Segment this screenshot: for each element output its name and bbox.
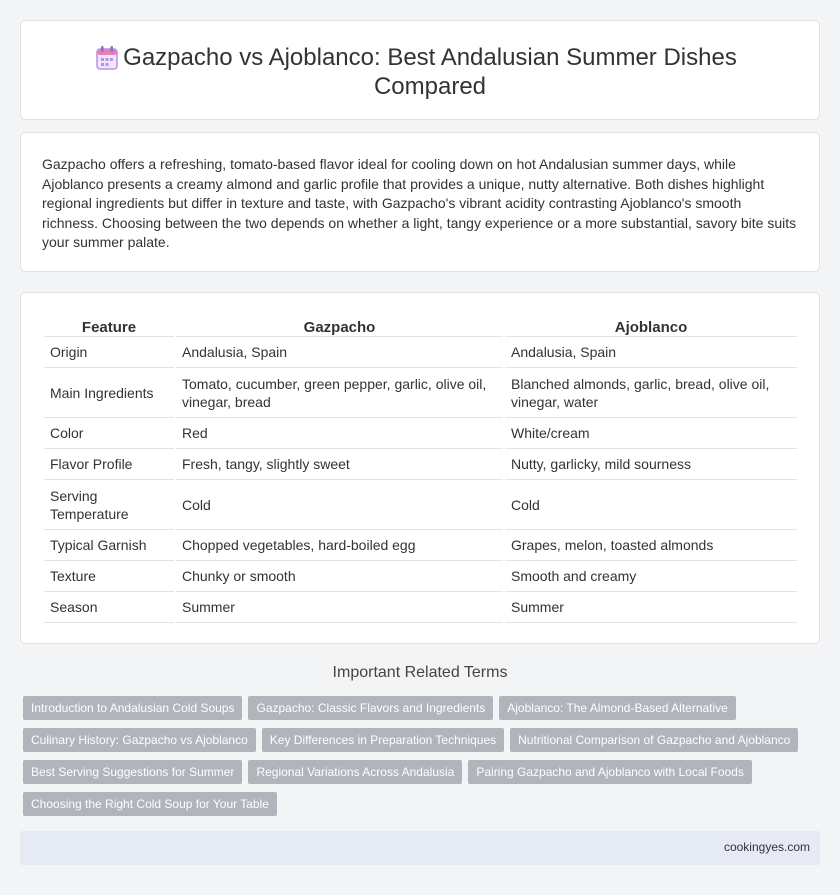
gazpacho-cell: Red <box>176 418 503 449</box>
ajoblanco-cell: Grapes, melon, toasted almonds <box>505 530 797 561</box>
ajoblanco-cell: Summer <box>505 592 797 623</box>
header-gazpacho: Gazpacho <box>176 315 503 337</box>
feature-cell: Flavor Profile <box>44 449 174 480</box>
comparison-table-card <box>20 292 820 644</box>
table-row <box>44 418 797 449</box>
intro-text: Gazpacho offers a refreshing, tomato-based flavor ideal for cooling down on hot Andalusian summer days, while Ajoblanco presents a creamy almond and garlic profile that provides a unique, nutty alternative. Both dishes highlight regional ingredients but differ in texture and taste, with Gazpacho's vibrant acidity contrasting Ajoblanco's smooth richness. Choosing between the two depends on whether a light, tangy experience or a more substantial, savory bite suits your summer palate. <box>42 156 797 250</box>
related-term-tag[interactable]: Nutritional Comparison of Gazpacho and Ajoblanco <box>510 728 798 752</box>
feature-cell: Origin <box>44 337 174 368</box>
related-term-tag[interactable]: Best Serving Suggestions for Summer <box>23 760 242 784</box>
related-terms-title: Important Related Terms <box>332 664 508 681</box>
gazpacho-cell: Andalusia, Spain <box>176 337 503 368</box>
comparison-table <box>42 315 799 623</box>
feature-cell: Color <box>44 418 174 449</box>
header-ajoblanco: Ajoblanco <box>505 315 797 337</box>
gazpacho-cell: Fresh, tangy, slightly sweet <box>176 449 503 480</box>
table-row <box>44 480 797 530</box>
gazpacho-cell: Chopped vegetables, hard-boiled egg <box>176 530 503 561</box>
ajoblanco-cell: Smooth and creamy <box>505 561 797 592</box>
table-row <box>44 449 797 480</box>
gazpacho-cell: Summer <box>176 592 503 623</box>
ajoblanco-cell: Andalusia, Spain <box>505 337 797 368</box>
header-card <box>20 20 820 120</box>
footer <box>20 831 820 865</box>
intro-card <box>20 132 820 272</box>
page-title: Gazpacho vs Ajoblanco: Best Andalusian Summer Dishes Compared <box>123 44 737 100</box>
gazpacho-cell: Chunky or smooth <box>176 561 503 592</box>
related-term-tag[interactable]: Culinary History: Gazpacho vs Ajoblanco <box>23 728 256 752</box>
feature-cell: Serving Temperature <box>44 480 174 530</box>
related-term-tag[interactable]: Ajoblanco: The Almond-Based Alternative <box>499 696 736 720</box>
table-row <box>44 592 797 623</box>
ajoblanco-cell: Blanched almonds, garlic, bread, olive oil, vinegar, water <box>505 368 797 418</box>
gazpacho-cell: Cold <box>176 480 503 530</box>
related-terms-list <box>23 696 813 816</box>
feature-cell: Main Ingredients <box>44 368 174 418</box>
related-term-tag[interactable]: Key Differences in Preparation Techniques <box>262 728 504 752</box>
ajoblanco-cell: Nutty, garlicky, mild sourness <box>505 449 797 480</box>
related-term-tag[interactable]: Regional Variations Across Andalusia <box>248 760 462 784</box>
table-row <box>44 337 797 368</box>
feature-cell: Season <box>44 592 174 623</box>
ajoblanco-cell: White/cream <box>505 418 797 449</box>
related-term-tag[interactable]: Introduction to Andalusian Cold Soups <box>23 696 242 720</box>
table-row <box>44 530 797 561</box>
table-row <box>44 368 797 418</box>
ajoblanco-cell: Cold <box>505 480 797 530</box>
table-header-row <box>44 315 797 337</box>
related-term-tag[interactable]: Choosing the Right Cold Soup for Your Table <box>23 792 277 816</box>
related-term-tag[interactable]: Pairing Gazpacho and Ajoblanco with Local Foods <box>468 760 752 784</box>
footer-site-link[interactable]: cookingyes.com <box>723 840 810 854</box>
feature-cell: Texture <box>44 561 174 592</box>
feature-cell: Typical Garnish <box>44 530 174 561</box>
table-row <box>44 561 797 592</box>
related-term-tag[interactable]: Gazpacho: Classic Flavors and Ingredients <box>248 696 493 720</box>
header-feature: Feature <box>44 315 174 337</box>
gazpacho-cell: Tomato, cucumber, green pepper, garlic, olive oil, vinegar, bread <box>176 368 503 418</box>
